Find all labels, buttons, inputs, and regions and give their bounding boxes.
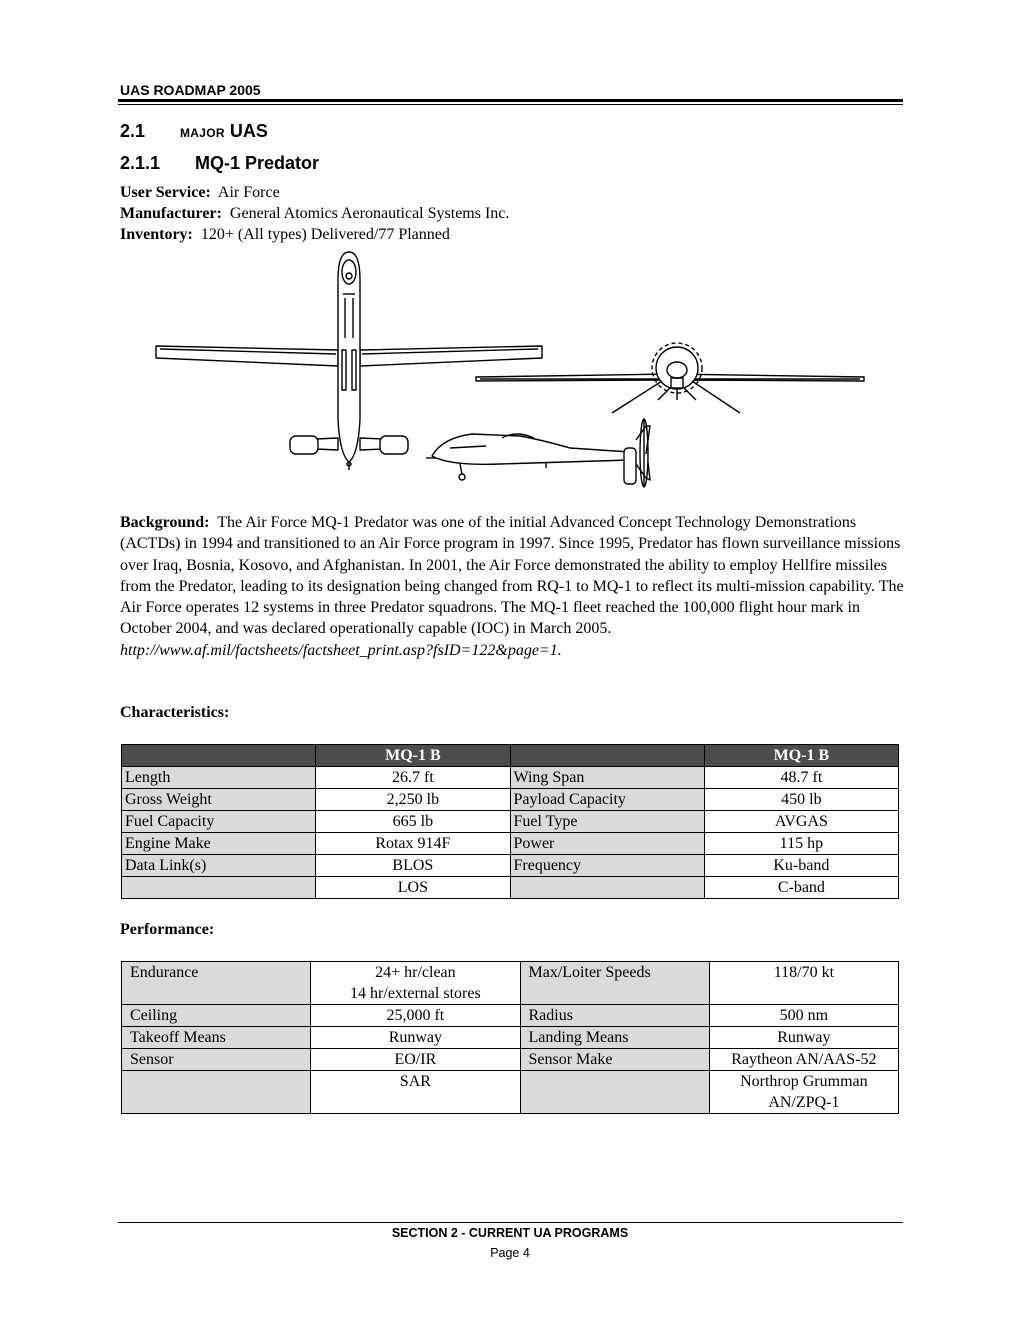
characteristics-label: Characteristics: bbox=[120, 704, 230, 721]
param-value: BLOS bbox=[316, 855, 510, 877]
param-value: 25,000 ft bbox=[311, 1005, 520, 1027]
section-number: 2.1 bbox=[120, 121, 146, 141]
param-label: Frequency bbox=[510, 855, 704, 877]
param-label: Sensor bbox=[122, 1049, 311, 1071]
table-row bbox=[122, 855, 899, 877]
section-title-rest: UAS bbox=[229, 121, 268, 141]
param-value: LOS bbox=[316, 877, 510, 899]
footer-page-number: Page 4 bbox=[490, 1246, 530, 1260]
background-paragraph bbox=[120, 512, 905, 661]
param-label bbox=[122, 877, 316, 899]
table-row bbox=[122, 767, 899, 789]
param-label: Ceiling bbox=[122, 1005, 311, 1027]
user-service-value: Air Force bbox=[217, 184, 280, 201]
table-row bbox=[122, 1049, 899, 1071]
param-label: Power bbox=[510, 833, 704, 855]
user-service-line bbox=[120, 184, 280, 202]
param-label: Gross Weight bbox=[122, 789, 316, 811]
param-value: Raytheon AN/AAS-52 bbox=[709, 1049, 898, 1071]
table-row bbox=[122, 1071, 899, 1114]
header-cell bbox=[122, 745, 316, 767]
param-label bbox=[122, 1071, 311, 1114]
background-label: Background: bbox=[120, 514, 210, 531]
characteristics-header-row bbox=[122, 745, 899, 767]
table-row bbox=[122, 833, 899, 855]
manufacturer-line bbox=[120, 205, 509, 223]
table-row bbox=[122, 877, 899, 899]
param-value: 115 hp bbox=[704, 833, 898, 855]
header-cell: MQ-1 B bbox=[704, 745, 898, 767]
param-label: Length bbox=[122, 767, 316, 789]
section-heading bbox=[120, 121, 268, 142]
background-text: The Air Force MQ-1 Predator was one of the initial Advanced Concept Technology Demonstrations (ACTDs) in 1994 and transitioned to an Air Force program in 1997. Since 1995, Predator has flown surveillance missions over Iraq, Bosnia, Kosovo, and Afghanistan. In 2001, the Air Force demonstrated the ability to employ Hellfire missiles from the Predator, leading to its designation being changed from RQ-1 to MQ-1 to reflect its multi-mission capability. The Air Force operates 12 systems in three Predator squadrons. The MQ-1 fleet reached the 100,000 flight hour mark in October 2004, and was declared operationally capable (IOC) in March 2005. bbox=[120, 514, 904, 638]
inventory-value: 120+ (All types) Delivered/77 Planned bbox=[200, 226, 450, 243]
value-line: 14 hr/external stores bbox=[350, 985, 481, 1002]
param-label: Endurance bbox=[122, 962, 311, 1005]
param-value: Runway bbox=[311, 1027, 520, 1049]
param-label: Engine Make bbox=[122, 833, 316, 855]
param-label: Payload Capacity bbox=[510, 789, 704, 811]
factsheet-url[interactable]: http://www.af.mil/factsheets/factsheet_print.asp?fsID=122&page=1. bbox=[120, 641, 562, 659]
param-value: 450 lb bbox=[704, 789, 898, 811]
aircraft-three-view-drawing bbox=[150, 250, 870, 500]
param-value: Ku-band bbox=[704, 855, 898, 877]
inventory-label: Inventory: bbox=[120, 226, 193, 243]
param-label: Max/Loiter Speeds bbox=[520, 962, 709, 1005]
table-row bbox=[122, 1027, 899, 1049]
param-value: 48.7 ft bbox=[704, 767, 898, 789]
param-value: 665 lb bbox=[316, 811, 510, 833]
table-row bbox=[122, 962, 899, 1005]
value-line: AN/ZPQ-1 bbox=[768, 1094, 840, 1111]
param-value: Rotax 914F bbox=[316, 833, 510, 855]
param-label: Radius bbox=[520, 1005, 709, 1027]
subsection-heading bbox=[120, 153, 319, 174]
user-service-label: User Service: bbox=[120, 184, 211, 201]
param-label: Data Link(s) bbox=[122, 855, 316, 877]
param-label bbox=[520, 1071, 709, 1114]
param-value: SAR bbox=[311, 1071, 520, 1114]
table-row bbox=[122, 811, 899, 833]
param-label: Landing Means bbox=[520, 1027, 709, 1049]
param-value: AVGAS bbox=[704, 811, 898, 833]
param-value: EO/IR bbox=[311, 1049, 520, 1071]
param-label: Fuel Capacity bbox=[122, 811, 316, 833]
param-label bbox=[510, 877, 704, 899]
footer-section-title: SECTION 2 - CURRENT UA PROGRAMS bbox=[391, 1226, 629, 1240]
param-value bbox=[311, 962, 520, 1005]
param-value: 500 nm bbox=[709, 1005, 898, 1027]
value-line: 118/70 kt bbox=[773, 964, 835, 981]
section-title-small-caps: MAJOR bbox=[180, 126, 225, 140]
param-label: Takeoff Means bbox=[122, 1027, 311, 1049]
param-value: C-band bbox=[704, 877, 898, 899]
param-value bbox=[709, 962, 898, 1005]
param-label: Sensor Make bbox=[520, 1049, 709, 1071]
param-label: Fuel Type bbox=[510, 811, 704, 833]
manufacturer-value: General Atomics Aeronautical Systems Inc. bbox=[229, 205, 510, 222]
param-value bbox=[709, 1071, 898, 1114]
param-label: Wing Span bbox=[510, 767, 704, 789]
subsection-title: MQ-1 Predator bbox=[195, 153, 320, 173]
performance-label: Performance: bbox=[120, 921, 215, 938]
characteristics-table bbox=[121, 744, 899, 899]
param-value: 2,250 lb bbox=[316, 789, 510, 811]
param-value: 26.7 ft bbox=[316, 767, 510, 789]
header-cell bbox=[510, 745, 704, 767]
performance-table bbox=[121, 961, 899, 1114]
running-header: UAS ROADMAP 2005 bbox=[120, 82, 261, 98]
subsection-number: 2.1.1 bbox=[120, 153, 161, 173]
value-line: 24+ hr/clean bbox=[375, 964, 456, 981]
param-value: Runway bbox=[709, 1027, 898, 1049]
header-rule bbox=[118, 99, 903, 102]
manufacturer-label: Manufacturer: bbox=[120, 205, 222, 222]
table-row bbox=[122, 1005, 899, 1027]
table-row bbox=[122, 789, 899, 811]
footer-rule bbox=[118, 1222, 903, 1223]
value-line: Northrop Grumman bbox=[740, 1073, 868, 1090]
inventory-line bbox=[120, 226, 450, 244]
header-cell: MQ-1 B bbox=[316, 745, 510, 767]
header-rule-thin bbox=[118, 104, 903, 105]
